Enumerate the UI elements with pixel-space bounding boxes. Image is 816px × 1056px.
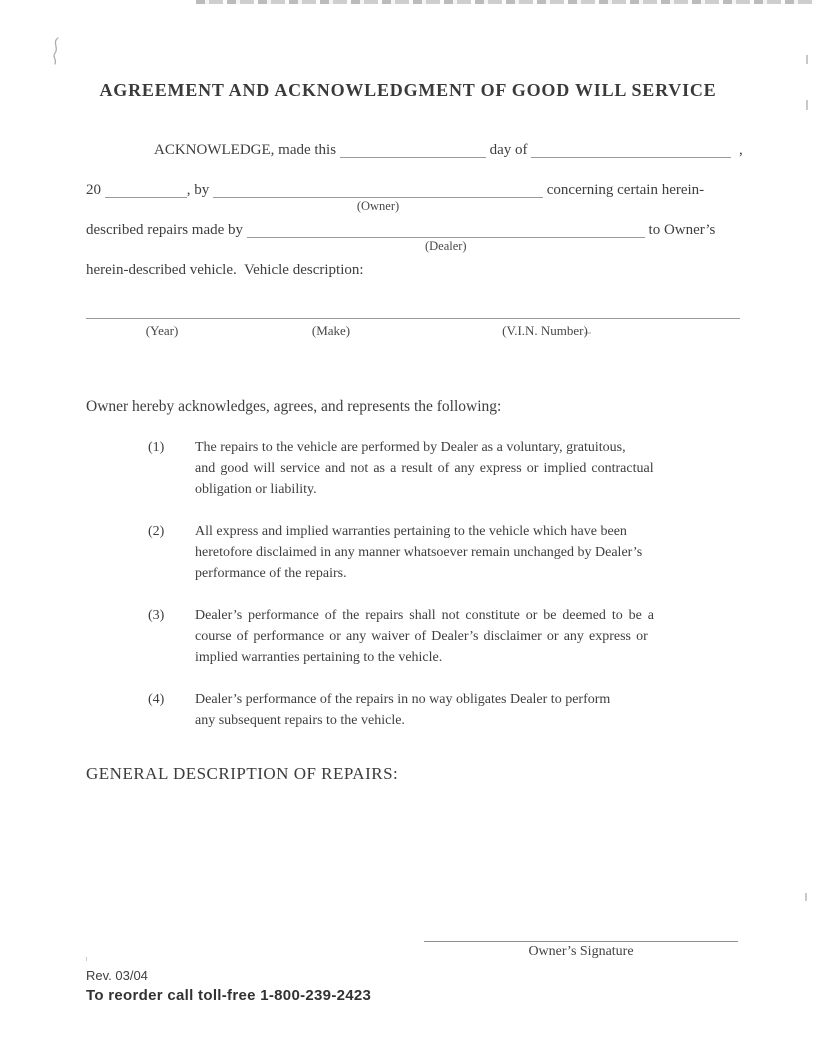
opening-line-3	[86, 210, 740, 253]
acknowledgment-list	[148, 437, 748, 752]
year-prefix: 20	[86, 182, 101, 198]
vin-caption: (V.I.N. Number)	[502, 323, 588, 338]
opening-line-1	[86, 130, 743, 170]
make-caption: (Make)	[311, 323, 351, 338]
opening-line-2	[86, 170, 740, 213]
owner-caption: (Owner)	[356, 199, 400, 213]
trailing-comma: ,	[738, 142, 743, 158]
item-line: obligation or liability.	[195, 482, 317, 497]
list-item-2	[148, 521, 748, 584]
general-description-heading: GENERAL DESCRIPTION OF REPAIRS:	[86, 764, 399, 783]
scan-artifact	[806, 100, 808, 110]
opening-paragraph	[86, 130, 743, 290]
item-number: (2)	[148, 524, 165, 539]
item-line: any subsequent repairs to the vehicle.	[195, 713, 405, 728]
vehicle-description-section	[86, 318, 740, 338]
list-item-4	[148, 689, 748, 731]
concerning-text: concerning certain herein-	[546, 182, 705, 198]
to-owners-text: to Owner’s	[648, 222, 716, 238]
item-text	[195, 437, 743, 500]
by-label: , by	[186, 182, 210, 198]
scan-artifact	[806, 55, 808, 64]
year-field[interactable]	[105, 196, 187, 198]
dealer-name-field[interactable]	[247, 236, 645, 253]
list-item-1	[148, 437, 748, 500]
item-line: The repairs to the vehicle are performed by Dealer as a voluntary, gratuitous,	[195, 440, 626, 455]
scan-artifact	[805, 893, 807, 901]
acknowledgment-intro: Owner hereby acknowledges, agrees, and represents the following:	[86, 398, 502, 415]
document-title: AGREEMENT AND ACKNOWLEDGMENT OF GOOD WILL SERVICE	[99, 80, 717, 100]
signature-block	[424, 941, 738, 960]
list-item-3	[148, 605, 748, 668]
item-text	[195, 521, 743, 584]
ack-phrase: ACKNOWLEDGE, made this	[154, 142, 337, 158]
item-text	[195, 605, 743, 668]
owner-signature-field[interactable]	[424, 941, 738, 942]
item-line: and good will service and not as a result of any express or implied contractual	[195, 461, 654, 476]
year-caption: (Year)	[145, 323, 179, 338]
item-line: implied warranties pertaining to the vehicle.	[195, 650, 443, 665]
item-number: (3)	[148, 608, 165, 623]
pen-mark	[48, 36, 64, 66]
item-line: performance of the repairs.	[195, 566, 347, 581]
owner-name-field[interactable]	[213, 196, 543, 213]
vehicle-description-field[interactable]	[86, 318, 740, 319]
item-line: course of performance or any waiver of Dealer’s disclaimer or any express or	[195, 629, 648, 644]
month-field[interactable]	[531, 156, 731, 158]
item-line: Dealer’s performance of the repairs in no way obligates Dealer to perform	[195, 692, 611, 707]
opening-line-4	[86, 250, 740, 290]
scan-edge-band	[196, 0, 816, 4]
reorder-note: To reorder call toll-free 1-800-239-2423	[86, 987, 372, 1004]
scan-artifact	[86, 957, 87, 961]
item-number: (1)	[148, 440, 165, 455]
day-of-label: day of	[489, 142, 528, 158]
item-text	[195, 689, 743, 731]
item-line: All express and implied warranties pertaining to the vehicle which have been	[195, 524, 627, 539]
revision-note: Rev. 03/04	[86, 968, 148, 983]
dealer-caption: (Dealer)	[424, 239, 467, 253]
vehicle-sentence: herein-described vehicle. Vehicle description:	[86, 262, 364, 278]
item-number: (4)	[148, 692, 165, 707]
day-field[interactable]	[340, 156, 486, 158]
repairs-by-text: described repairs made by	[86, 222, 244, 238]
signature-caption: Owner’s Signature	[528, 944, 634, 959]
repairs-description-area[interactable]	[86, 792, 740, 927]
item-line: heretofore disclaimed in any manner whatsoever remain unchanged by Dealer’s	[195, 545, 643, 560]
item-line: Dealer’s performance of the repairs shall not constitute or be deemed to be a	[195, 608, 654, 623]
